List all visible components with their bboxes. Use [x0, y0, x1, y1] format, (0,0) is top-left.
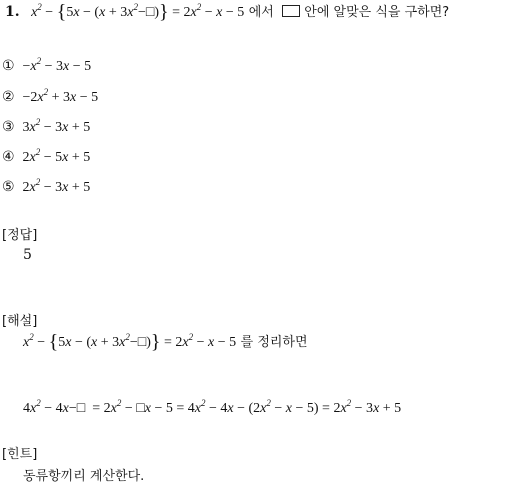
choice-mark: ③ — [2, 119, 15, 135]
explanation-equation-1: $x^2 - \{5x - (x$ + $3x^2-□)\} = 2x^2 - x - 5$ — [23, 331, 237, 353]
blank-box — [282, 5, 300, 17]
choice-2[interactable] — [2, 89, 98, 106]
question-number: 1. — [5, 4, 20, 20]
choice-expression: $2x^2 - 5x + 5$ — [22, 147, 91, 165]
explanation-equation-2: $4x^2$ − 4x−□ = $2x^2$ − □x − $5 = 4x^2 - 4x - (2x^2 - x - 5) = 2x^2 - 3x + 5$ — [23, 398, 402, 416]
choice-5[interactable] — [2, 179, 90, 196]
choice-expression: $-2x^2 + 3x - 5$ — [22, 87, 99, 105]
choice-expression: $-x^2 - 3x - 5$ — [22, 56, 92, 74]
choice-mark: ① — [2, 58, 15, 74]
answer-label: [정답] — [2, 228, 38, 243]
hint-label: [힌트] — [2, 447, 38, 462]
question-suffix: 에서 — [248, 5, 274, 20]
question-line — [5, 1, 449, 24]
explanation-line-1 — [23, 331, 308, 354]
explanation-label: [해설] — [2, 314, 38, 329]
choice-3[interactable] — [2, 119, 90, 136]
choice-expression: $2x^2 - 3x + 5$ — [22, 177, 91, 195]
explanation-line-2 — [23, 400, 401, 417]
explanation-suffix: 를 정리하면 — [240, 335, 308, 350]
question-after-box: 안에 알맞은 식을 구하면? — [304, 5, 450, 20]
choice-mark: ④ — [2, 149, 15, 165]
hint-text: 동류항끼리 계산한다. — [23, 469, 145, 484]
choice-4[interactable] — [2, 149, 90, 166]
question-equation: $x^2 - \{5x - (x$ + $3x^2-□)\} = 2x^2 - x - 5$ — [24, 1, 245, 23]
choice-expression: $3x^2 - 3x + 5$ — [22, 117, 91, 135]
choice-mark: ⑤ — [2, 179, 15, 195]
choice-1[interactable] — [2, 58, 91, 75]
choice-mark: ② — [2, 89, 15, 105]
answer-value: 5 — [23, 247, 32, 263]
